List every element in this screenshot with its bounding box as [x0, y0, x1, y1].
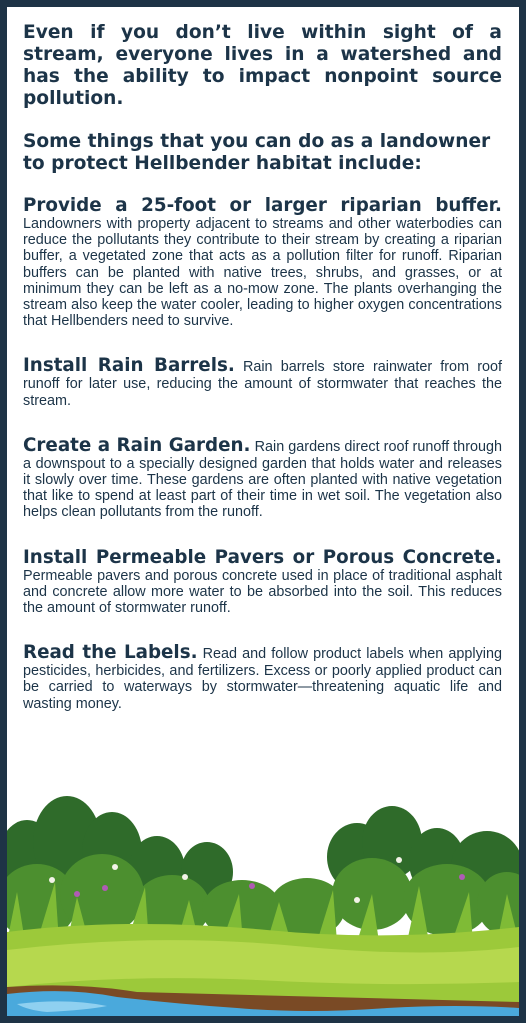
streamside-vegetation-illustration	[7, 782, 519, 1016]
tip-heading: Read the Labels.	[23, 642, 198, 664]
tip-body: Landowners with property adjacent to streams and other waterbodies can reduce the pollutants they contribute to their stream by creating a riparian buffer, a vegetated zone that acts as a pollution filter for runoff. Riparian buffers can be planted with native trees, shrubs, and grasses, or at minimum they can be left as a no-mow zone. The plants overhanging the stream also keep the water cooler, leading to higher oxygen concentrations that Hellbenders need to survive.	[23, 216, 502, 330]
subheading: Some things that you can do as a landowner to protect Hellbender habitat include:	[23, 131, 491, 174]
tip-body: Rain gardens direct roof runoff through a downspout to a specially designed garden that holds water and releases it slowly over time. These gardens are often planted with native vegetation that like to spend at least part of their time in wet soil. The vegetation also helps clean pollutants from the runoff.	[23, 438, 502, 521]
tip-rain-barrels	[23, 356, 502, 408]
tip-body: Permeable pavers and porous concrete used in place of traditional asphalt and concrete allow more water to be absorbed into the soil. This reduces the amount of stormwater runoff.	[23, 567, 502, 617]
tip-permeable-pavers	[23, 548, 502, 617]
content	[23, 22, 502, 712]
tip-heading: Install Rain Barrels.	[23, 355, 235, 377]
tip-rain-garden	[23, 436, 502, 521]
tip-riparian-buffer	[23, 196, 502, 329]
info-card	[7, 7, 519, 1016]
tip-heading: Provide a 25-foot or larger riparian buffer.	[23, 195, 502, 216]
tip-heading: Create a Rain Garden.	[23, 434, 251, 456]
tip-body: Rain barrels store rainwater from roof runoff for later use, reducing the amount of stormwater that reaches the stream.	[23, 359, 502, 409]
tip-body: Read and follow product labels when applying pesticides, herbicides, and fertilizers. Excess or poorly applied product can be carried to waterways by stormwater—threatening aquatic life and wasting money.	[23, 646, 502, 712]
tip-read-labels	[23, 643, 502, 712]
tip-heading: Install Permeable Pavers or Porous Concrete.	[23, 546, 502, 568]
intro-heading: Even if you don’t live within sight of a stream, everyone lives in a watershed and has the ability to impact nonpoint source pollution.	[23, 22, 502, 109]
